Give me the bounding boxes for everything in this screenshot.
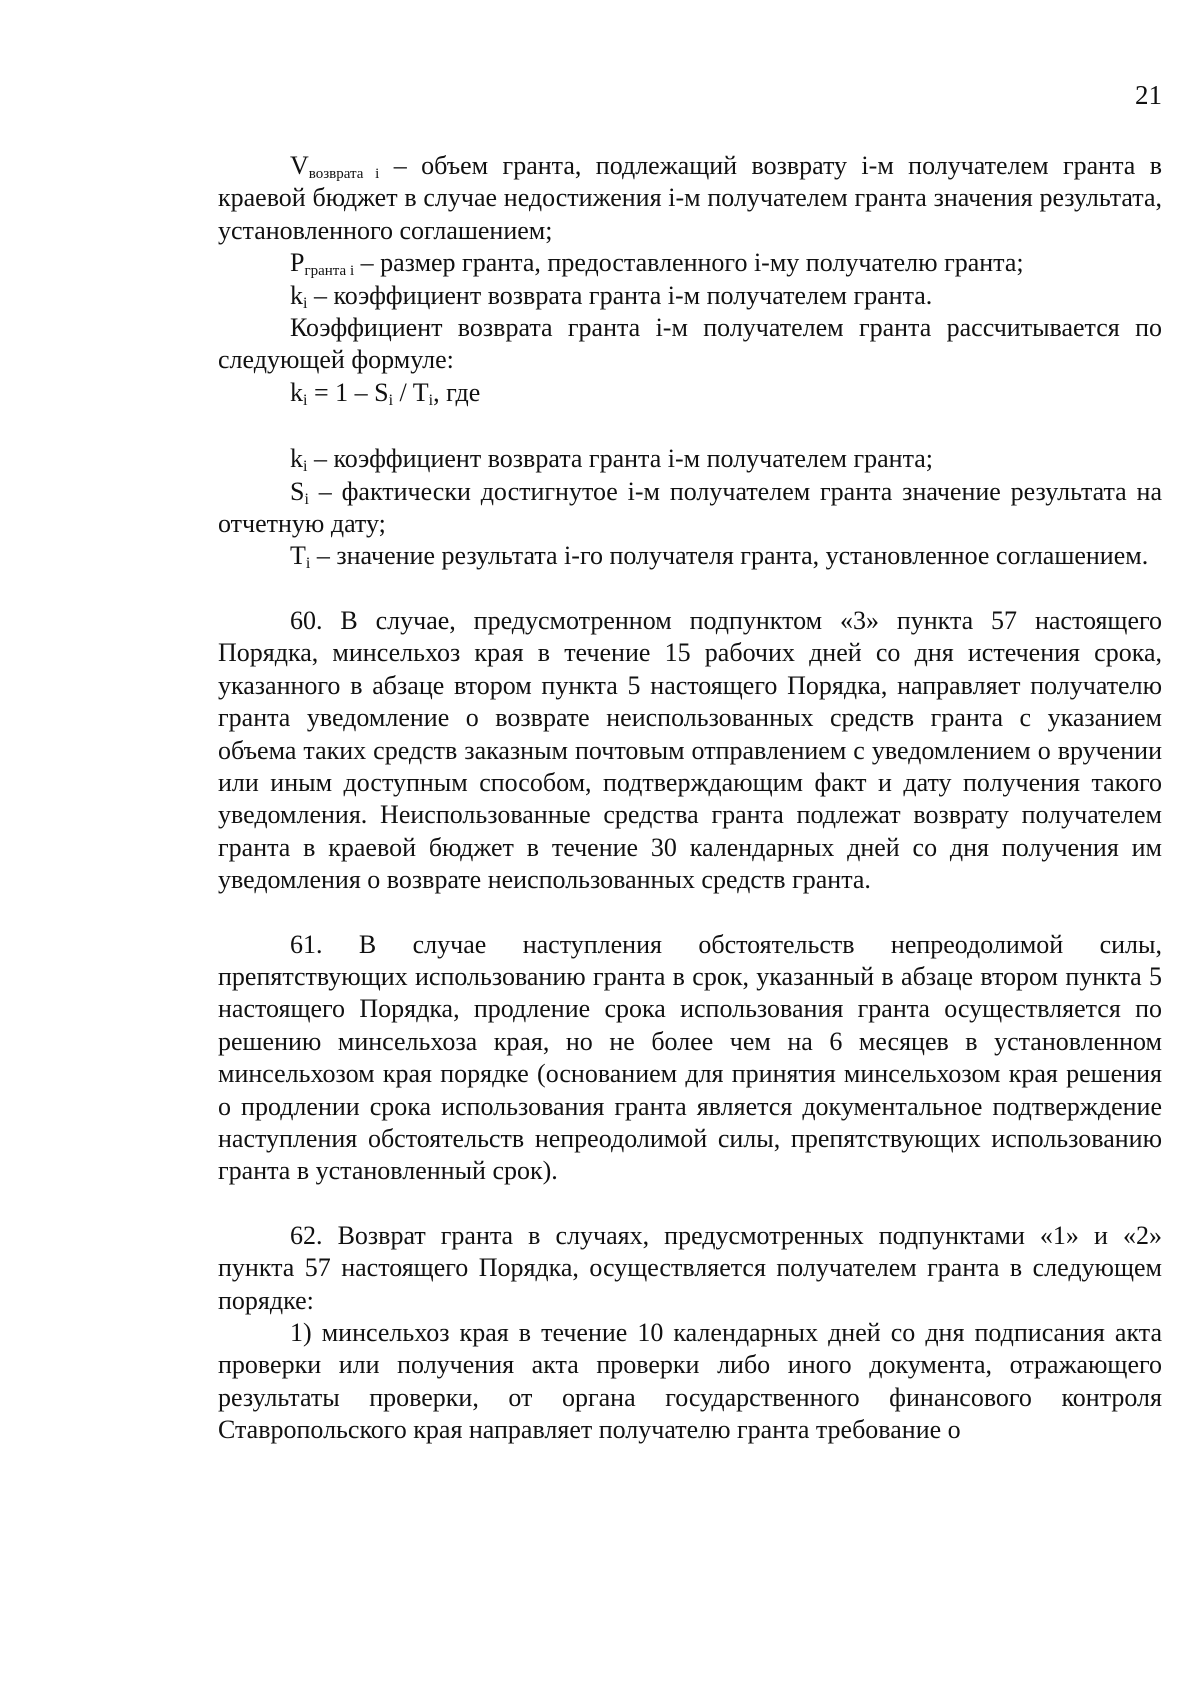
paragraph-62: 62. Возврат гранта в случаях, предусмотренных подпунктами «1» и «2» пункта 57 настоящего Порядка, осуществляется получателем гранта в следующем порядке:	[218, 1220, 1162, 1315]
formula-slash: / T	[393, 377, 429, 407]
legend-t	[218, 540, 1162, 572]
paragraph-60: 60. В случае, предусмотренном подпунктом «3» пункта 57 настоящего Порядка, минсельхоз края в течение 15 рабочих дней со дня истечения срока, указанного в абзаце втором пункта 5 настоящего Порядка, направляет получателю гранта уведомление о возврате неиспользованных средств гранта с указанием объема таких средств заказным почтовым отправлением с уведомлением о вручении или иным доступным способом, подтверждающим факт и дату получения такого уведомления. Неиспользованные средства гранта подлежат возврату получателем гранта в краевой бюджет в течение 30 календарных дней со дня получения им уведомления о возврате неиспользованных средств гранта.	[218, 605, 1162, 895]
formula-k: k	[290, 377, 303, 407]
document-body	[218, 150, 1162, 1447]
legend-s-symbol: S	[290, 476, 305, 506]
formula-mid: = 1 – S	[307, 377, 389, 407]
k-subscript: i	[303, 294, 308, 312]
legend-k	[218, 443, 1162, 475]
formula-t-sub: i	[428, 391, 434, 409]
legend-k-text: – коэффициент возврата гранта i-м получателем гранта;	[307, 444, 934, 474]
k-symbol: k	[290, 280, 303, 310]
definition-v-volume	[218, 150, 1162, 247]
p-definition-text: – размер гранта, предоставленного i-му получателю гранта;	[354, 248, 1024, 278]
legend-k-sub: i	[303, 458, 308, 476]
paragraph-61: 61. В случае наступления обстоятельств непреодолимой силы, препятствующих использованию гранта в срок, указанный в абзаце втором пункта 5 настоящего Порядка, продление срока использования гранта осуществляется по решению минсельхоза края, но не более чем на 6 месяцев в установленном минсельхозом края порядке (основанием для принятия минсельхозом края решения о продлении срока использования гранта является документальное подтверждение наступления обстоятельств непреодолимой силы, препятствующих использованию гранта в установленный срок).	[218, 929, 1162, 1186]
legend-s-text: – фактически достигнутое i-м получателем гранта значение результата на отчетную дату;	[218, 476, 1162, 539]
formula-k-sub: i	[303, 391, 308, 409]
v-symbol: V	[290, 151, 309, 180]
k-definition-text: – коэффициент возврата гранта i-м получателем гранта.	[307, 280, 933, 310]
coefficient-formula	[218, 377, 1162, 409]
legend-s	[218, 476, 1162, 541]
p-subscript: гранта i	[304, 263, 355, 280]
definition-k-coefficient	[218, 280, 1162, 312]
legend-t-sub: i	[305, 555, 311, 573]
formula-tail: , где	[433, 377, 481, 407]
legend-t-text: – значение результата i-го получателя гранта, установленное соглашением.	[310, 541, 1149, 571]
formula-s-sub: i	[388, 391, 394, 409]
coefficient-intro: Коэффициент возврата гранта i-м получателем гранта рассчитывается по следующей формуле:	[218, 313, 1162, 375]
v-subscript: возврата i	[308, 166, 380, 182]
definition-p-grant-size	[218, 247, 1162, 279]
page-number: 21	[1135, 80, 1162, 110]
legend-t-symbol: T	[290, 541, 306, 571]
p-symbol: P	[290, 248, 305, 278]
paragraph-62-item-1: 1) минсельхоз края в течение 10 календарных дней со дня подписания акта проверки или получения акта проверки либо иного документа, отражающего результаты проверки, от органа государственного финансового контроля Ставропольского края направляет получателю гранта требование о	[218, 1318, 1162, 1445]
legend-s-sub: i	[304, 490, 309, 508]
v-definition-text: – объем гранта, подлежащий возврату i-м получателем гранта в краевой бюджет в случае недостижения i-м получателем гранта значения результата, установленного соглашением;	[218, 151, 1162, 245]
legend-k-symbol: k	[290, 444, 303, 474]
